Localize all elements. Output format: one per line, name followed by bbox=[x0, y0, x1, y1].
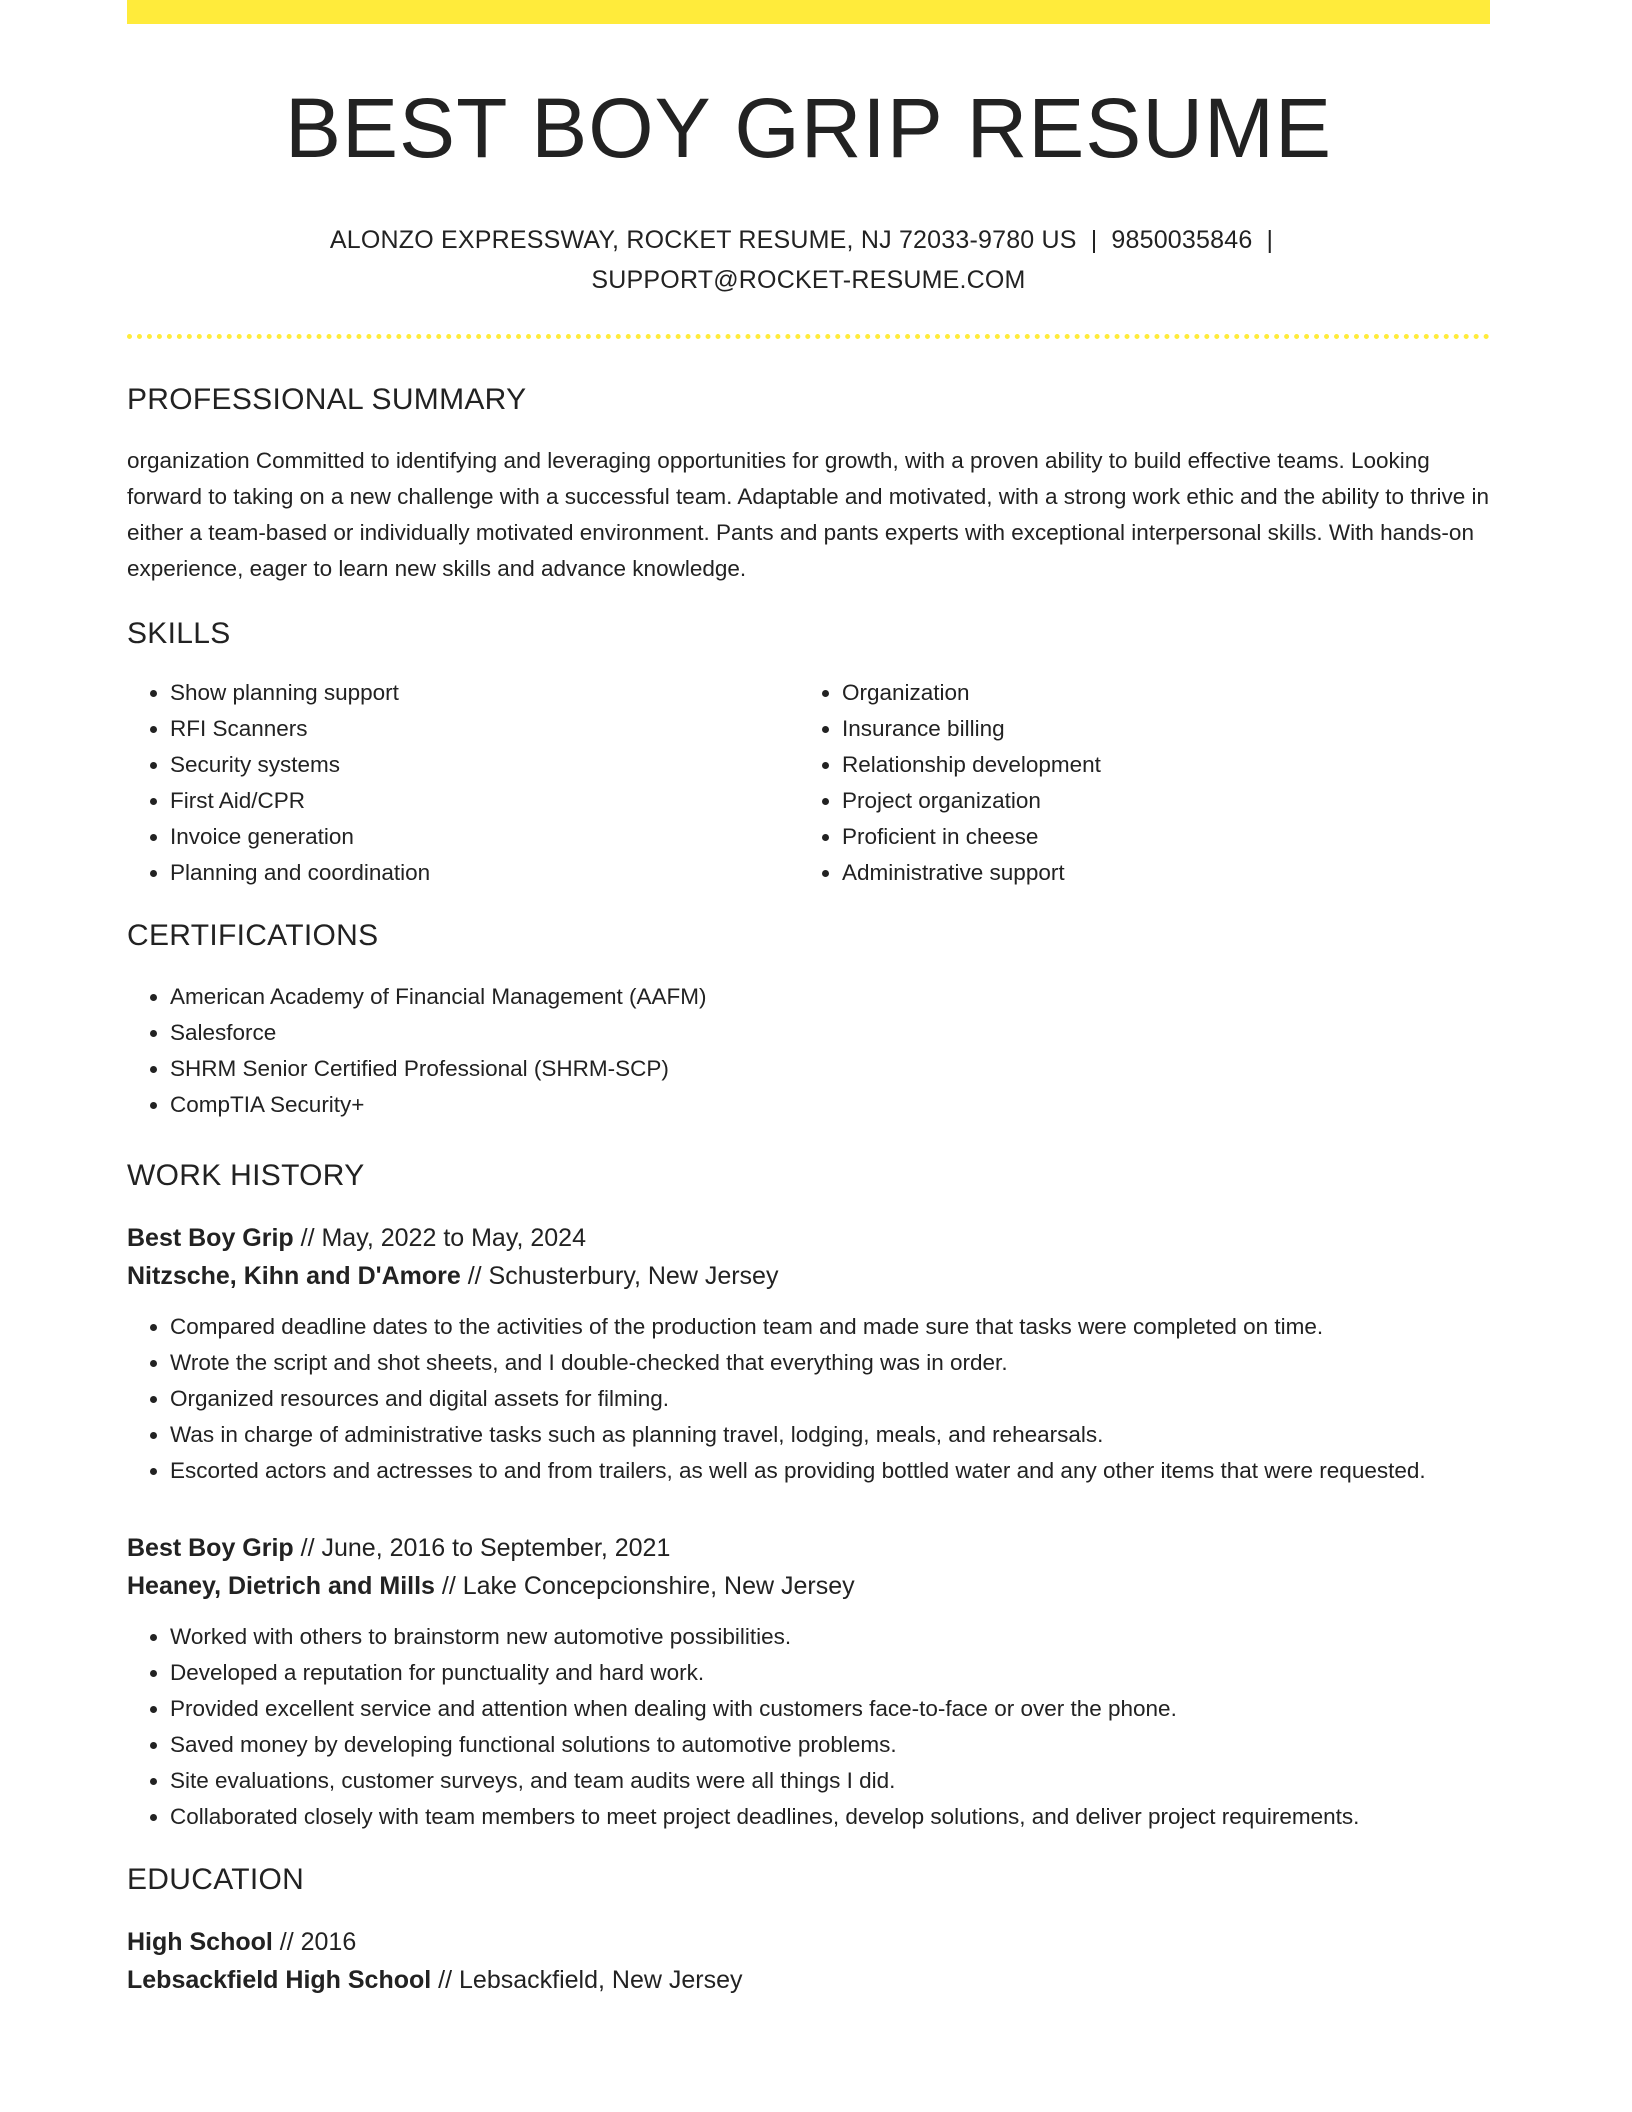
job-entry bbox=[127, 1529, 1490, 1835]
job-location: // Schusterbury, New Jersey bbox=[460, 1262, 779, 1291]
certification-item: • SHRM Senior Certified Professional (SHRM-SCP) bbox=[170, 1051, 1490, 1087]
certification-item: • American Academy of Financial Management (AAFM) bbox=[170, 979, 1490, 1015]
education-school: Lebsackfield High School bbox=[127, 1966, 432, 1995]
certifications-list bbox=[127, 979, 1490, 1123]
separator: | bbox=[1090, 226, 1098, 255]
job-role-line bbox=[127, 1529, 1490, 1567]
job-duty: • Was in charge of administrative tasks such as planning travel, lodging, meals, and rehearsals. bbox=[170, 1417, 1490, 1453]
separator: | bbox=[1266, 226, 1274, 255]
job-role-line bbox=[127, 1219, 1490, 1257]
job-duty: • Saved money by developing functional solutions to automotive problems. bbox=[170, 1727, 1490, 1763]
resume-title: BEST BOY GRIP RESUME bbox=[285, 81, 1332, 175]
education-degree: High School bbox=[127, 1928, 273, 1957]
job-entry bbox=[127, 1219, 1490, 1489]
job-duty: • Wrote the script and shot sheets, and I double-checked that everything was in order. bbox=[170, 1345, 1490, 1381]
education-school-line bbox=[127, 1961, 1490, 1999]
section-title-education: EDUCATION bbox=[127, 1863, 305, 1897]
job-company-line bbox=[127, 1567, 1490, 1605]
education-entry bbox=[127, 1923, 1490, 1999]
resume-page bbox=[127, 0, 1490, 1999]
education-location: // Lebsackfield, New Jersey bbox=[431, 1966, 743, 1995]
job-duties bbox=[127, 1619, 1490, 1835]
job-company: Heaney, Dietrich and Mills bbox=[127, 1572, 435, 1601]
job-duty: • Collaborated closely with team members to meet project deadlines, develop solutions, and deliver project requirements. bbox=[170, 1799, 1490, 1835]
certification-item: • CompTIA Security+ bbox=[170, 1087, 1490, 1123]
job-duty: • Site evaluations, customer surveys, and team audits were all things I did. bbox=[170, 1763, 1490, 1799]
phone: 9850035846 bbox=[1111, 226, 1253, 255]
skill-item: • Proficient in cheese bbox=[842, 819, 1471, 855]
skill-item: • RFI Scanners bbox=[170, 711, 799, 747]
section-title-work-history: WORK HISTORY bbox=[127, 1159, 365, 1193]
skills-column-right bbox=[799, 675, 1471, 891]
skills-column-left bbox=[127, 675, 799, 891]
job-duties bbox=[127, 1309, 1490, 1489]
contact-info bbox=[309, 220, 1309, 300]
education-degree-line bbox=[127, 1923, 1490, 1961]
skill-item: • Invoice generation bbox=[170, 819, 799, 855]
skill-item: • Project organization bbox=[842, 783, 1471, 819]
skill-item: • Security systems bbox=[170, 747, 799, 783]
certification-item: • Salesforce bbox=[170, 1015, 1490, 1051]
skill-item: • Insurance billing bbox=[842, 711, 1471, 747]
skill-item: • First Aid/CPR bbox=[170, 783, 799, 819]
section-title-skills: SKILLS bbox=[127, 617, 231, 651]
summary-text: organization Committed to identifying and leveraging opportunities for growth, with a proven ability to build effective teams. Looking forward to taking on a new challenge with a successful team. Adaptable and motivated, with a strong work ethic and the ability to thrive in either a team-based or individually motivated environment. Pants and pants experts with exceptional interpersonal skills. With hands-on experience, eager to learn new skills and advance knowledge. bbox=[127, 448, 1490, 582]
job-duty: • Escorted actors and actresses to and from trailers, as well as providing bottled water and any other items that were requested. bbox=[170, 1453, 1490, 1489]
dotted-divider bbox=[127, 334, 1490, 339]
job-role: Best Boy Grip bbox=[127, 1224, 294, 1253]
skill-item: • Administrative support bbox=[842, 855, 1471, 891]
job-duty: • Organized resources and digital assets for filming. bbox=[170, 1381, 1490, 1417]
section-title-summary: PROFESSIONAL SUMMARY bbox=[127, 383, 527, 417]
job-duty: • Developed a reputation for punctuality and hard work. bbox=[170, 1655, 1490, 1691]
job-duty: • Compared deadline dates to the activities of the production team and made sure that tasks were completed on time. bbox=[170, 1309, 1490, 1345]
address: ALONZO EXPRESSWAY, ROCKET RESUME, NJ 72033-9780 US bbox=[329, 226, 1077, 255]
education-year: // 2016 bbox=[272, 1928, 357, 1957]
job-location: // Lake Concepcionshire, New Jersey bbox=[434, 1572, 855, 1601]
skills-list bbox=[127, 675, 1490, 891]
skill-item: • Planning and coordination bbox=[170, 855, 799, 891]
job-company-line bbox=[127, 1257, 1490, 1295]
job-duty: • Worked with others to brainstorm new automotive possibilities. bbox=[170, 1619, 1490, 1655]
top-accent-bar bbox=[127, 0, 1490, 24]
job-company: Nitzsche, Kihn and D'Amore bbox=[127, 1262, 461, 1291]
skill-item: • Show planning support bbox=[170, 675, 799, 711]
job-duty: • Provided excellent service and attention when dealing with customers face-to-face or over the phone. bbox=[170, 1691, 1490, 1727]
job-dates: // May, 2022 to May, 2024 bbox=[293, 1224, 586, 1253]
section-title-certifications: CERTIFICATIONS bbox=[127, 919, 379, 953]
job-role: Best Boy Grip bbox=[127, 1534, 294, 1563]
job-dates: // June, 2016 to September, 2021 bbox=[293, 1534, 671, 1563]
skill-item: • Relationship development bbox=[842, 747, 1471, 783]
skill-item: • Organization bbox=[842, 675, 1471, 711]
email: SUPPORT@ROCKET-RESUME.COM bbox=[591, 266, 1026, 295]
